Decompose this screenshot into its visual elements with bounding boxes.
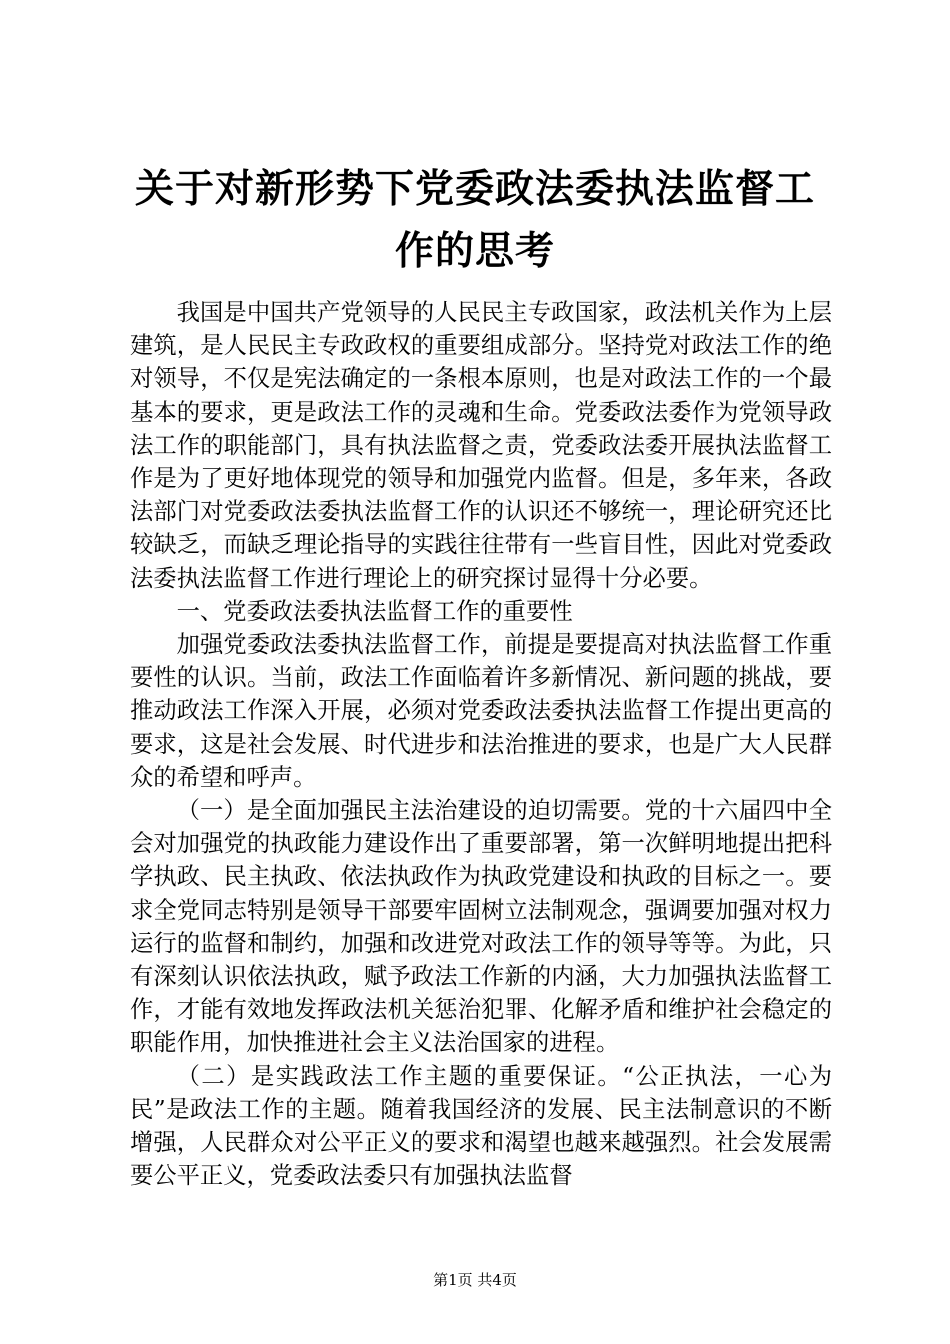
paragraph-section-1: 加强党委政法委执法监督工作，前提是要提高对执法监督工作重要性的认识。当前，政法工作面临着许多新情况、新问题的挑战，要推动政法工作深入开展，必须对党委政法委执法监督工作提出更高的要求，这是社会发展、时代进步和法治推进的要求，也是广大人民群众的希望和呼声。 bbox=[130, 631, 832, 791]
paragraph-intro: 我国是中国共产党领导的人民民主专政国家，政法机关作为上层建筑，是人民民主专政政权的重要组成部分。坚持党对政法工作的绝对领导，不仅是宪法确定的一条根本原则，也是对政法工作的一个最基本的要求，更是政法工作的灵魂和生命。党委政法委作为党领导政法工作的职能部门，具有执法监督之责，党委政法委开展执法监督工作是为了更好地体现党的领导和加强党内监督。但是，多年来，各政法部门对党委政法委执法监督工作的认识还不够统一，理论研究还比较缺乏，而缺乏理论指导的实践往往带有一些盲目性，因此对党委政法委执法监督工作进行理论上的研究探讨显得十分必要。 bbox=[130, 299, 832, 592]
page-footer: 第1页 共4页 bbox=[433, 1271, 517, 1289]
section-heading-1: 一、党委政法委执法监督工作的重要性 bbox=[176, 597, 573, 625]
document-body bbox=[130, 296, 832, 1192]
paragraph-point-2: （二）是实践政法工作主题的重要保证。“公正执法，一心为民”是政法工作的主题。随着我国经济的发展、民主法制意识的不断增强，人民群众对公平正义的要求和渴望也越来越强烈。社会发展需要公平正义，党委政法委只有加强执法监督 bbox=[130, 1062, 832, 1190]
document-title: 关于对新形势下党委政法委执法监督工作的思考 bbox=[134, 166, 815, 274]
paragraph-point-1: （一）是全面加强民主法治建设的迫切需要。党的十六届四中全会对加强党的执政能力建设作出了重要部署，第一次鲜明地提出把科学执政、民主执政、依法执政作为执政党建设和执政的目标之一。要求全党同志特别是领导干部要牢固树立法制观念，强调要加强对权力运行的监督和制约，加强和改进党对政法工作的领导等等。为此，只有深刻认识依法执政，赋予政法工作新的内涵，大力加强执法监督工作，才能有效地发挥政法机关惩治犯罪、化解矛盾和维护社会稳定的职能作用，加快推进社会主义法治国家的进程。 bbox=[130, 797, 832, 1057]
